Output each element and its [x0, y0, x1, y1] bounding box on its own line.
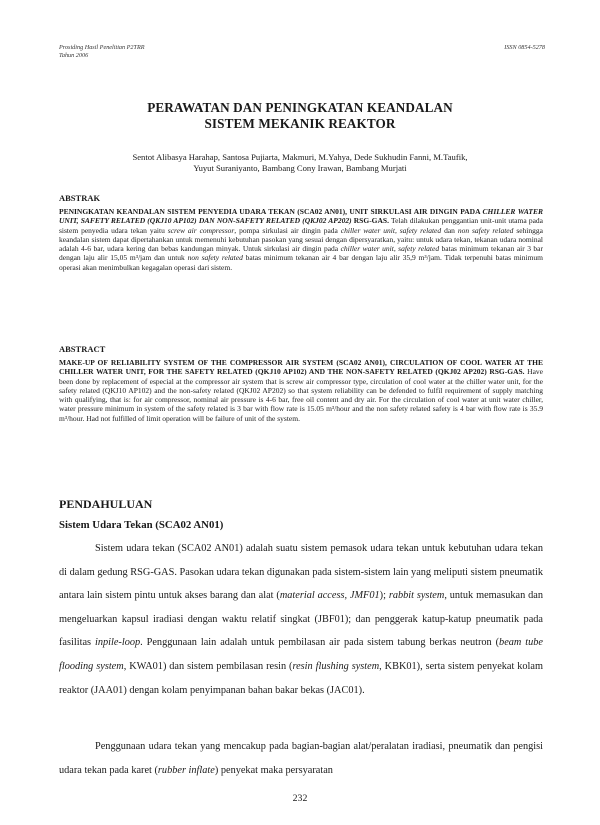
para1-text-6: , KBK01), serta sistem penyekat kolam reaktor (JAA01) dengan kolam penyimpanan bahan bakar bekas (JAC01).: [59, 660, 543, 696]
author-list: [70, 152, 530, 174]
para1-text-5: , KWA01) dan sistem pembilasan resin (: [123, 660, 293, 672]
abstract-title: MAKE-UP OF RELIABILITY SYSTEM OF THE COMPRESSOR AIR SYSTEM (SCA02 AN01), CIRCULATION OF COOL WATER AT THE CHILLER WATER UNIT, FOR THE SAFETY RELATED (QKJ10 AP102) AND THE NON-SAFETY RELATED (QKJ02 AP202) RSG-GAS.: [59, 358, 543, 377]
para1-italic-4: beam tube flooding system: [59, 637, 543, 672]
abstrak-title-part-1: PENINGKATAN KEANDALAN SISTEM PENYEDIA UDARA TEKAN (SCA02 AN01), UNIT SIRKULASI AIR DINGIN PADA: [59, 207, 483, 216]
subsection-heading: Sistem Udara Tekan (SCA02 AN01): [59, 519, 224, 531]
authors-line-2: Yuyut Suraniyanto, Bambang Cony Irawan, Bambang Murjati: [193, 163, 407, 173]
para2-italic-1: rubber inflate: [157, 764, 215, 776]
header-proceedings-title: Prosiding Hasil Penelitian P2TRR: [59, 44, 145, 51]
para1-italic-1: material access, JMF01: [279, 590, 380, 602]
page-number: 232: [292, 793, 308, 804]
abstrak-title-italic: CHILLER WATER UNIT, SAFETY RELATED (QKJ10 AP102) DAN NON-SAFETY RELATED (QKJ02 AP202): [59, 207, 543, 226]
para1-italic-2: rabbit system: [388, 590, 445, 602]
title-line-1: PERAWATAN DAN PENINGKATAN KEANDALAN: [147, 100, 453, 115]
abstrak-body-4: sehingga keandalan sistem dapat dipertahankan untuk memenuhi kebutuhan pasokan yang sesuai dengan dipersyaratkan, yaitu: untuk udara tekan, tekanan udara nominal adalah 4-6 bar, udara kering dan bebas kandungan minyak. Untuk sirkulasi air dingin pada: [59, 225, 543, 254]
abstrak-body-3: dan: [441, 225, 458, 235]
abstract-text: [59, 358, 543, 423]
para1-italic-5: resin flushing system: [292, 660, 380, 672]
abstrak-italic-5: non safety related: [187, 253, 243, 263]
abstrak-title-part-2: RSG-GAS.: [351, 216, 389, 226]
para2-text-2: ) penyekat maka persyaratan: [214, 764, 333, 776]
body-paragraph-1: [59, 537, 543, 702]
running-header-left: [59, 44, 145, 60]
title-line-2: SISTEM MEKANIK REAKTOR: [204, 116, 396, 131]
abstrak-italic-2: chiller water unit, safety related: [340, 225, 442, 235]
abstrak-text: [59, 207, 543, 272]
para1-italic-3: inpile-loop: [94, 637, 141, 649]
para1-text-2: );: [379, 590, 389, 602]
paper-title: [0, 100, 600, 132]
para1-text-4: . Penggunaan lain adalah untuk pembilasan air pada sistem tabung berkas neutron (: [140, 637, 500, 649]
para1-text-3: , untuk memasukan dan mengeluarkan kapsul iradiasi dengan waktu relatif singkat (JBF01); dan penggerak katup-katup pneumatik pada fasilitas: [59, 590, 543, 649]
abstrak-italic-1: screw air compressor: [167, 225, 235, 235]
para1-text-1: Sistem udara tekan (SCA02 AN01) adalah suatu sistem pemasok udara tekan untuk kebutuhan udara tekan di dalam gedung RSG-GAS. Pasokan udara tekan digunakan pada sistem-sistem lain yang meliputi sistem pneumatik antara lain sistem pintu untuk akses barang dan alat (: [59, 543, 543, 602]
abstrak-body-6: batas minimum tekanan air 4 bar dengan laju alir 35,9 m³/jam. Tidak terpenuhi batas minimum operasi akan menimbulkan kegagalan operasi dari sistem.: [59, 253, 543, 272]
authors-line-1: Sentot Alibasya Harahap, Santosa Pujiarta, Makmuri, M.Yahya, Dede Sukhudin Fanni, M.Taufik,: [132, 152, 468, 162]
abstract-body: Have been done by replacement of especial at the compressor air system that is screw air compressor type, circulation of cool water at the chiller water unit, for the safety related (QKJ10 AP102) and the non-safety related (QKJ02 AP202) so that system reliability can be defended to fulfil requirement of supply matching with qualifying, that is: for air compressor, nominal air pressure is 4-6 bar, free oil content and dry air. For the circulation of cool water at unit water chiller, water pressure minimum in system of the safety related is 3 bar with flow rate is 15.05 m³/hour and the non safety related safety is 4 bar with flow rate is 35.9 m³/hour. Had not fulfilled of limit operation will be failure of unit of the system.: [59, 367, 543, 423]
para2-text-1: Penggunaan udara tekan yang mencakup pada bagian-bagian alat/peralatan iradiasi, pneumatik dan pengisi udara tekan pada karet (: [59, 741, 543, 776]
body-paragraph-2: [59, 735, 543, 782]
section-heading-pendahuluan: PENDAHULUAN: [59, 497, 153, 511]
abstrak-body-5: batas minimum tekanan air 3 bar dengan laju alir 15,05 m³/jam dan untuk: [59, 244, 543, 263]
abstrak-italic-4: chiller water unit, safety related: [340, 244, 440, 254]
abstrak-body-1: Telah dilakukan penggantian unit-unit utama pada sistem penyedia udara tekan yaitu: [59, 216, 543, 235]
abstrak-italic-3: non safety related: [457, 225, 514, 235]
header-issn: ISSN 0854-5278: [504, 44, 545, 51]
abstrak-body-2: , pompa sirkulasi air dingin pada: [234, 225, 341, 235]
abstrak-heading: ABSTRAK: [59, 193, 101, 203]
header-year: Tahun 2006: [59, 52, 89, 59]
abstract-heading: ABSTRACT: [59, 344, 106, 354]
